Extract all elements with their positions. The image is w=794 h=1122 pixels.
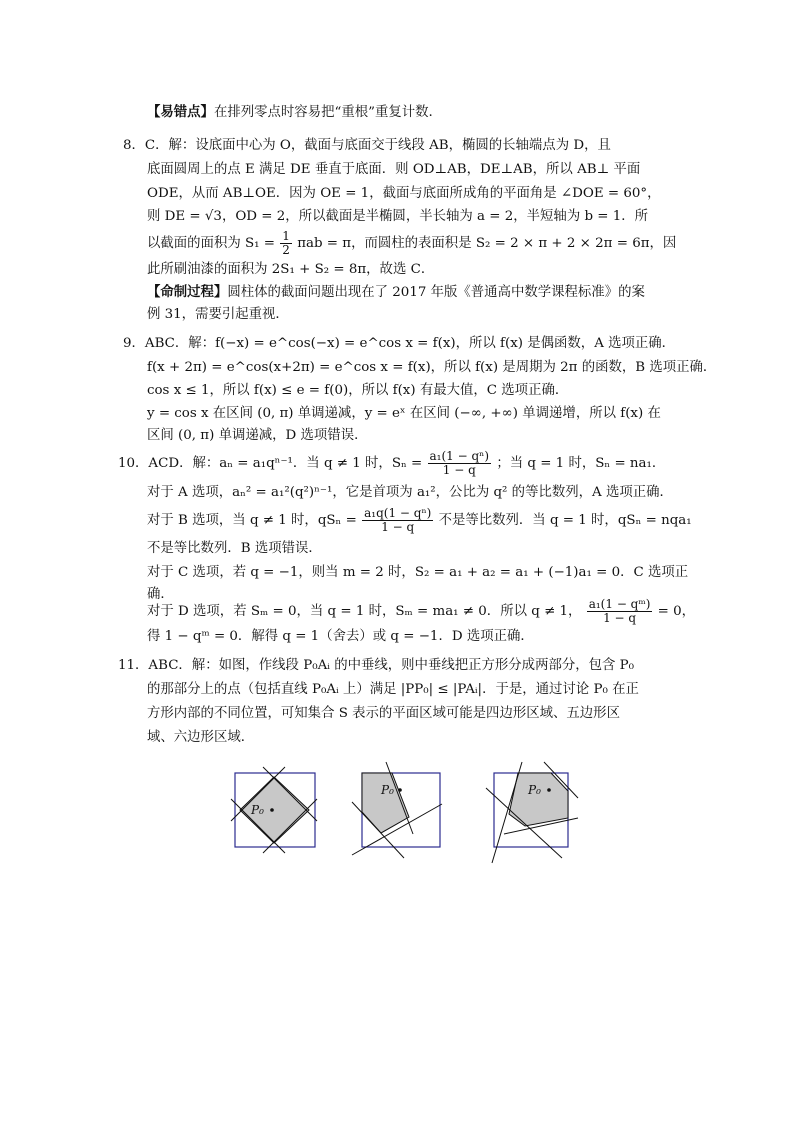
fraction-denominator: 1 − q	[442, 463, 476, 477]
fraction	[428, 450, 492, 477]
text-line: 8．C．解：设底面中心为 O，截面与底面交于线段 AB，椭圆的长轴端点为 D，且	[123, 138, 611, 153]
text-line-with-fraction	[147, 505, 692, 537]
region-hexagon	[509, 773, 568, 826]
text-line: 11．ABC．解：如图，作线段 P₀Aᵢ 的中垂线，则中垂线把正方形分成两部分，包含 P₀	[118, 658, 635, 673]
text-line: 此所刷油漆的面积为 2S₁ + S₂ = 8π，故选 C．	[147, 262, 435, 277]
text-line: 区间 (0, π) 单调递减，D 选项错误．	[147, 428, 368, 443]
text-line: ODE，从而 AB⊥OE．因为 OE = 1，截面与底面所成角的平面角是 ∠DOE = 60°，	[147, 186, 661, 201]
text-line: 则 DE = √3，OD = 2，所以截面是半椭圆，半长轴为 a = 2，半短轴为 b = 1．所	[147, 209, 649, 224]
text-segment: 不是等比数列．当 q = 1 时，qSₙ = nqa₁	[438, 513, 692, 528]
text-line: 9．ABC．解：f(−x) = e^cos(−x) = e^cos x = f(x)，所以 f(x) 是偶函数，A 选项正确．	[123, 336, 676, 351]
text-line: 对于 C 选项，若 q = −1，则当 m = 2 时，S₂ = a₁ + a₂ = a₁ + (−1)a₁ = 0．C 选项正	[147, 565, 689, 580]
text-line: y = cos x 在区间 (0, π) 单调递减，y = eˣ 在区间 (−∞, +∞) 单调递增，所以 f(x) 在	[147, 406, 661, 421]
point-p0	[398, 788, 402, 792]
fraction	[587, 598, 653, 625]
text-segment: 10．ACD．解：aₙ = a₁qⁿ⁻¹．当 q ≠ 1 时，Sₙ =	[118, 456, 423, 471]
text-line: f(x + 2π) = e^cos(x+2π) = e^cos x = f(x)，所以 f(x) 是周期为 2π 的函数，B 选项正确．	[147, 360, 717, 375]
text-segment: ；当 q = 1 时，Sₙ = na₁．	[496, 456, 666, 471]
fraction-numerator: a₁(1 − qᵐ)	[588, 597, 651, 611]
text-line: 不是等比数列．B 选项错误．	[147, 541, 322, 556]
text-line: 域、六边形区域．	[147, 730, 255, 745]
point-p0	[547, 788, 551, 792]
fraction-numerator: a₁q(1 − qⁿ)	[364, 506, 432, 520]
text-line-with-fraction	[147, 596, 695, 628]
text-segment: 以截面的面积为 S₁ =	[147, 236, 276, 251]
text-line: 【命制过程】圆柱体的截面问题出现在了 2017 年版《普通高中数学课程标准》的案	[147, 285, 645, 300]
text-segment: 对于 D 选项，若 Sₘ = 0，当 q = 1 时，Sₘ = ma₁ ≠ 0．所以 q ≠ 1，	[147, 604, 582, 619]
text-line: 对于 A 选项，aₙ² = a₁²(q²)ⁿ⁻¹，它是首项为 a₁²，公比为 q² 的等比数列，A 选项正确．	[147, 485, 673, 500]
text-line-with-fraction	[147, 229, 676, 259]
point-label: P₀	[381, 783, 394, 797]
text-line: 确．	[147, 587, 174, 602]
text-segment: = 0，	[657, 604, 696, 619]
fraction	[280, 230, 292, 257]
fraction-numerator: a₁(1 − qⁿ)	[429, 449, 490, 463]
text-line: 方形内部的不同位置，可知集合 S 表示的平面区域可能是四边形区域、五边形区	[147, 706, 620, 721]
point-label: P₀	[528, 783, 541, 797]
text-segment: πab = π，而圆柱的表面积是 S₂ = 2 × π + 2 × 2π = 6π，因	[297, 236, 677, 251]
fraction-denominator: 1 − q	[603, 611, 637, 625]
point-label: P₀	[251, 803, 264, 817]
fraction-denominator: 2	[282, 243, 290, 257]
text-line: 底面圆周上的点 E 满足 DE 垂直于底面．则 OD⊥AB，DE⊥AB，所以 AB⊥ 平面	[147, 162, 641, 177]
text-line: 得 1 − qᵐ = 0．解得 q = 1（舍去）或 q = −1．D 选项正确．	[147, 629, 534, 644]
figure-quadrilateral-region	[225, 765, 325, 855]
text-line: cos x ≤ 1，所以 f(x) ≤ e = f(0)，所以 f(x) 有最大值，C 选项正确．	[147, 383, 569, 398]
region-pentagon	[362, 773, 409, 833]
figure-pentagon-region	[350, 760, 450, 860]
fraction	[362, 507, 433, 534]
text-line: 的那部分上的点（包括直线 P₀Aᵢ 上）满足 |PP₀| ≤ |PAᵢ|．于是，通过讨论 P₀ 在正	[147, 682, 639, 697]
text-line-with-fraction	[118, 448, 665, 480]
point-p0	[270, 808, 274, 812]
fraction-denominator: 1 − q	[381, 520, 415, 534]
figure-hexagon-region	[482, 760, 582, 870]
text-line: 【易错点】在排列零点时容易把“重根”重复计数.	[147, 105, 433, 120]
fraction-numerator: 1	[282, 229, 290, 243]
text-segment: 对于 B 选项，当 q ≠ 1 时，qSₙ =	[147, 513, 357, 528]
text-line: 例 31，需要引起重视．	[147, 307, 289, 322]
